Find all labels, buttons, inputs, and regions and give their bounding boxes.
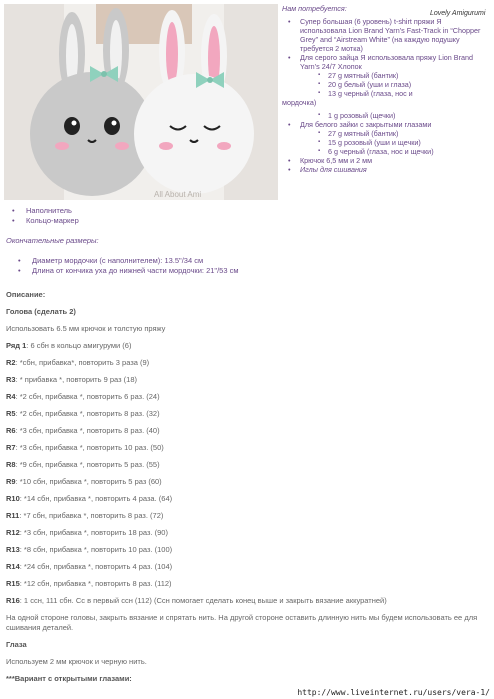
row-number: R2 <box>6 358 16 367</box>
grey-sub-1: ▪ 27 g мятный (бантик) <box>282 71 490 80</box>
pattern-row <box>6 545 486 555</box>
pattern-row <box>6 528 486 538</box>
final-size-2: • Длина от кончика уха до нижней части мордочки: 21"/53 см <box>6 266 486 276</box>
grey-sub-4: ▪ 1 g розовый (щечки) <box>282 111 490 120</box>
row-text: : *3 сбн, прибавка *, повторить 18 раз. (90) <box>19 528 168 537</box>
rows-list <box>6 341 486 606</box>
needs-title: Нам потребуется: <box>282 4 347 13</box>
more-item-1: • Наполнитель <box>6 206 486 216</box>
row-text: : 1 ссн, 111 сбн. Сс в первый ссн (112) (Ссн помогает сделать конец выше и закрыть вязание аккуратней) <box>19 596 387 605</box>
row-text: : *9 сбн, прибавка *, повторить 5 раз. (55) <box>15 460 160 469</box>
logo-text: Lovely Amigurumi <box>430 10 486 17</box>
needles-item: • Иглы для сшивания <box>282 165 490 174</box>
row-number: R15 <box>6 579 20 588</box>
row-number: R4 <box>6 392 16 401</box>
eyes-title: Глаза <box>6 640 27 649</box>
hook-item: • Крючок 6,5 мм и 2 мм <box>282 156 490 165</box>
needs-item-2: • Для серого зайца Я использовала пряжу Lion Brand Yarn’s 24/7 Хлопок <box>282 53 490 71</box>
bunny-pillows-photo <box>4 4 278 200</box>
main-content <box>6 206 486 691</box>
row-text: : 6 сбн в кольцо амигуруми (6) <box>26 341 132 350</box>
variant-title: ***Вариант с открытыми глазами: <box>6 674 132 683</box>
pattern-row <box>6 358 486 368</box>
row-number: R9 <box>6 477 16 486</box>
pattern-row <box>6 426 486 436</box>
final-sizes-list <box>6 256 486 276</box>
row-text: : *14 сбн, прибавка *, повторить 4 раза. (64) <box>19 494 173 503</box>
row-text: : *сбн, прибавка*, повторить 3 раза (9) <box>15 358 150 367</box>
row-number: Ряд 1 <box>6 341 27 350</box>
materials-column <box>282 4 490 174</box>
eyes-intro: Используем 2 мм крючок и черную нить. <box>6 657 147 666</box>
pattern-row <box>6 392 486 402</box>
row-text: : *24 сбн, прибавка *, повторить 4 раз. (104) <box>19 562 173 571</box>
row-number: R5 <box>6 409 16 418</box>
row-number: R14 <box>6 562 20 571</box>
row-text: : *8 сбн, прибавка *, повторить 10 раз. (100) <box>19 545 173 554</box>
row-text: : *2 сбн, прибавка *, повторить 6 раз. (24) <box>15 392 160 401</box>
closing-text: На одной стороне головы, закрыть вязание и спрятать нить. На другой стороне оставить длинную нить мы будем использовать ее для сшивания деталей. <box>6 613 478 632</box>
row-text: : *3 сбн, прибавка *, повторить 10 раз. (50) <box>15 443 164 452</box>
row-text: : *10 сбн, прибавка *, повторить 5 раз (60) <box>15 477 162 486</box>
pattern-row <box>6 409 486 419</box>
photo-watermark: All About Ami <box>154 190 202 199</box>
row-number: R7 <box>6 443 16 452</box>
pattern-row <box>6 477 486 487</box>
more-items-list <box>6 206 486 226</box>
row-number: R3 <box>6 375 16 384</box>
white-sub-1: ▪ 27 g мятный (бантик) <box>282 129 490 138</box>
final-size-1: • Диаметр мордочки (с наполнителем): 13.5"/34 см <box>6 256 486 266</box>
more-item-2: • Кольцо-маркер <box>6 216 486 226</box>
pattern-row <box>6 460 486 470</box>
row-text: : *7 сбн, прибавка *, повторить 8 раз. (72) <box>19 511 164 520</box>
pattern-row <box>6 579 486 589</box>
description-title: Описание: <box>6 290 46 299</box>
grey-sub-3: ▪ 13 g черный (глаза, нос и <box>282 89 490 98</box>
row-text: : * прибавка *, повторить 9 раз (18) <box>15 375 137 384</box>
row-number: R12 <box>6 528 20 537</box>
final-sizes-title: Окончательные размеры: <box>6 236 99 245</box>
row-number: R6 <box>6 426 16 435</box>
white-sub-3: ▪ 6 g черный (глаза, нос и щечки) <box>282 147 490 156</box>
pattern-row <box>6 562 486 572</box>
row-text: : *2 сбн, прибавка *, повторить 8 раз. (32) <box>15 409 160 418</box>
row-number: R8 <box>6 460 16 469</box>
white-bunny-title: • Для белого зайки с закрытыми глазами <box>282 120 490 129</box>
head-intro: Использовать 6.5 мм крючок и толстую пряжу <box>6 324 166 333</box>
needs-item-1: • Супер большая (6 уровень) t-shirt пряжи Я использовала Lion Brand Yarn’s Fast-Track in “Chopper Grey” and “Airstream White” (на каждую подушку требуется 2 мотка) <box>282 17 490 53</box>
grey-sub-2: ▪ 20 g белый (уши и глаза) <box>282 80 490 89</box>
pattern-row <box>6 341 486 351</box>
row-number: R10 <box>6 494 20 503</box>
grey-sub-3-wrap: мордочка) <box>282 98 317 107</box>
row-number: R16 <box>6 596 20 605</box>
pattern-row <box>6 443 486 453</box>
pattern-row <box>6 511 486 521</box>
white-sub-2: ▪ 15 g розовый (уши и щечки) <box>282 138 490 147</box>
head-title: Голова (сделать 2) <box>6 307 76 316</box>
row-number: R13 <box>6 545 20 554</box>
row-number: R11 <box>6 511 20 520</box>
bunny-pillows-illustration <box>4 4 278 200</box>
row-text: : *3 сбн, прибавка *, повторить 8 раз. (40) <box>15 426 160 435</box>
pattern-row <box>6 596 486 606</box>
pattern-row <box>6 375 486 385</box>
row-text: : *12 сбн, прибавка *, повторить 8 раз. (112) <box>19 579 172 588</box>
source-url: http://www.liveinternet.ru/users/vera-1/ <box>297 688 490 697</box>
pattern-row <box>6 494 486 504</box>
